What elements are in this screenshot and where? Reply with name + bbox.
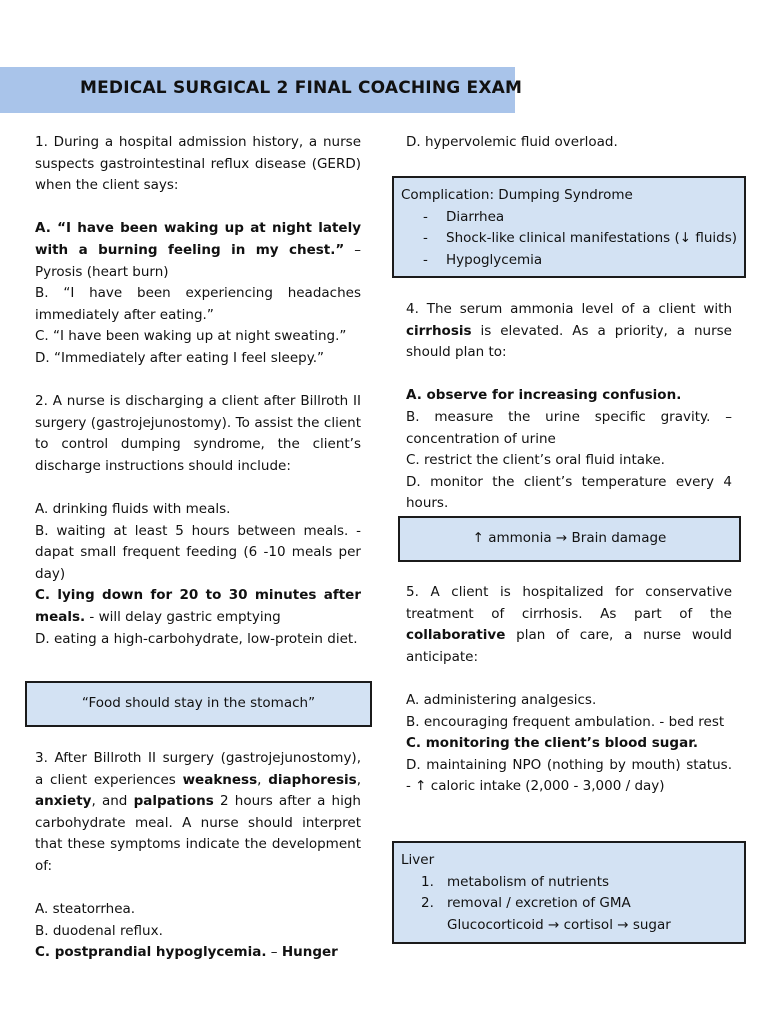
- q3-sep: ,: [257, 771, 269, 788]
- dash-bullet: -: [423, 208, 428, 225]
- q3-keyword: anxiety: [35, 793, 92, 810]
- q5-option-d: D. maintaining NPO (nothing by mouth) status. - ↑ caloric intake (2,000 - 3,000 / day): [406, 756, 732, 795]
- ammonia-text: ↑ ammonia → Brain damage: [472, 530, 667, 547]
- q4-answer: A. observe for increasing confusion.: [406, 387, 682, 404]
- ammonia-box: [398, 516, 741, 562]
- liver-box: [392, 841, 746, 944]
- q1-option-c: C. “I have been waking up at night sweating.”: [35, 328, 347, 345]
- q1-option-d: D. “Immediately after eating I feel sleepy.”: [35, 349, 325, 366]
- q2-option-a: A. drinking fluids with meals.: [35, 501, 231, 518]
- liver-item: [401, 872, 744, 894]
- q2-stem: 2. A nurse is discharging a client after Billroth II surgery (gastrojejunostomy). To assist the client to control dumping syndrome, the client’s discharge instructions should include:: [35, 393, 361, 474]
- q5-answer: C. monitoring the client’s blood sugar.: [406, 735, 699, 752]
- dash-bullet: -: [423, 230, 428, 247]
- q3-sep: ,: [356, 771, 361, 788]
- dumping-box-title: Complication: Dumping Syndrome: [401, 187, 633, 203]
- dash-bullet: -: [423, 251, 428, 268]
- q3-sep: , and: [91, 793, 134, 810]
- q3-option-b: B. duodenal reflux.: [35, 922, 163, 939]
- left-column: [35, 132, 361, 650]
- q5-stem: [406, 582, 732, 668]
- right-column-q5: [406, 582, 732, 798]
- q4-stem-part: 4. The serum ammonia level of a client with: [406, 301, 732, 317]
- q4-option-b: B. measure the urine specific gravity. – concentration of urine: [406, 408, 732, 447]
- q1-answer-note: – Pyrosis (heart burn): [35, 241, 361, 280]
- q1-option-b: B. “I have been experiencing headaches immediately after eating.”: [35, 285, 361, 323]
- q1-option-a: [35, 218, 361, 283]
- q2-option-d: D. eating a high-carbohydrate, low-protein diet.: [35, 630, 358, 647]
- right-column-q4: [406, 299, 732, 515]
- left-column-lower: [35, 748, 361, 964]
- q2-answer-note: - will delay gastric emptying: [85, 609, 281, 626]
- q2-option-b: B. waiting at least 5 hours between meals. - dapat small frequent feeding (6 -10 meals per day): [35, 522, 361, 582]
- dumping-item: [401, 207, 744, 229]
- q5-option-c: [406, 733, 732, 755]
- q1-answer: A. “I have been waking up at night lately with a burning feeling in my chest.”: [35, 220, 361, 258]
- dumping-item-text: Hypoglycemia: [446, 251, 543, 268]
- q3-option-c: [35, 942, 361, 964]
- liver-item-number: 1.: [421, 873, 434, 890]
- q4-option-d: D. monitor the client’s temperature every 4 hours.: [406, 473, 732, 512]
- liver-item-text: metabolism of nutrients: [447, 873, 610, 890]
- q5-stem-part: 5. A client is hospitalized for conservative treatment of cirrhosis. As part of the: [406, 584, 732, 622]
- q2-option-c: [35, 585, 361, 628]
- q5-option-b: B. encouraging frequent ambulation. - bed rest: [406, 713, 725, 730]
- dumping-item: [401, 228, 744, 250]
- food-stomach-box: [25, 681, 372, 727]
- q3-option-d: D. hypervolemic fluid overload.: [406, 134, 618, 150]
- q3-option-a: A. steatorrhea.: [35, 901, 136, 918]
- liver-item-number: 2.: [421, 895, 434, 912]
- q3-stem-part: 2 hours after a high carbohydrate meal. A nurse should interpret that these symptoms indicate the development of:: [35, 793, 361, 874]
- liver-item-text: removal / excretion of GMA: [447, 895, 631, 912]
- q3-answer: C. postprandial hypoglycemia.: [35, 944, 267, 961]
- right-column: [406, 132, 732, 154]
- q3-stem-part: 3. After Billroth II surgery (gastrojejunostomy), a client experiences: [35, 750, 361, 788]
- liver-item: [401, 893, 744, 915]
- q4-stem-part: is elevated. As a priority, a nurse should plan to:: [406, 322, 732, 361]
- q5-keyword: collaborative: [406, 627, 506, 644]
- dumping-item: [401, 250, 744, 272]
- q3-stem: [35, 748, 361, 878]
- q5-stem-part: plan of care, a nurse would anticipate:: [406, 627, 732, 665]
- q3-keyword: palpations: [133, 793, 214, 810]
- q2-answer: C. lying down for 20 to 30 minutes after meals.: [35, 587, 361, 626]
- liver-extra: Glucocorticoid → cortisol → sugar: [447, 916, 671, 933]
- q1-stem: 1. During a hospital admission history, a nurse suspects gastrointestinal reflux disease (GERD) when the client says:: [35, 134, 361, 194]
- q3-answer-sep: –: [266, 944, 282, 961]
- q3-answer-note: Hunger: [281, 944, 338, 961]
- q4-option-c: C. restrict the client’s oral fluid intake.: [406, 452, 665, 469]
- q4-option-a: [406, 385, 732, 407]
- q5-option-a: A. administering analgesics.: [406, 691, 597, 708]
- page-title: MEDICAL SURGICAL 2 FINAL COACHING EXAM: [80, 78, 523, 98]
- dumping-syndrome-box: [392, 176, 746, 278]
- q3-keyword: diaphoresis: [268, 771, 357, 788]
- q3-keyword: weakness: [182, 771, 258, 788]
- dumping-item-text: Diarrhea: [446, 208, 505, 225]
- q4-keyword: cirrhosis: [406, 322, 472, 339]
- food-stomach-text: “Food should stay in the stomach”: [81, 695, 316, 712]
- liver-box-title: Liver: [401, 852, 435, 868]
- q4-stem: [406, 299, 732, 364]
- dumping-item-text: Shock-like clinical manifestations (↓ fluids): [446, 230, 738, 247]
